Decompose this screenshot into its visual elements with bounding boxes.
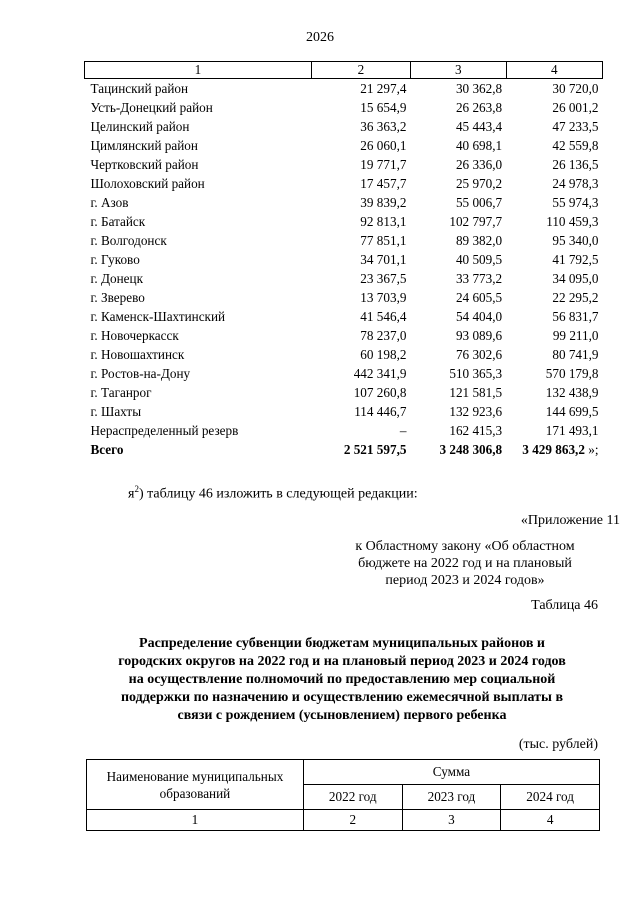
budget-table-continuation <box>84 61 603 459</box>
value-2022: 21 297,4 <box>360 81 407 96</box>
table-row <box>85 212 603 231</box>
municipality-name: г. Донецк <box>90 271 143 286</box>
value-2024: 26 136,5 <box>552 157 599 172</box>
value-2024: 99 211,0 <box>552 328 599 343</box>
value-2024: 34 095,0 <box>552 271 599 286</box>
total-label: Всего <box>90 442 124 457</box>
column-index-2: 2 <box>311 62 410 79</box>
total-2024-cell <box>506 440 602 459</box>
value-2024: 570 179,8 <box>545 366 599 381</box>
value-2022: 39 839,2 <box>360 195 407 210</box>
value-2024: 95 340,0 <box>552 233 599 248</box>
year-header-2024: 2024 год <box>501 785 600 810</box>
table-row <box>85 117 603 136</box>
table-row <box>85 288 603 307</box>
table-row <box>85 79 603 99</box>
value-2022: 92 813,1 <box>360 214 407 229</box>
value-2023: 25 970,2 <box>455 176 503 191</box>
table-row <box>85 402 603 421</box>
column-index-2: 2 <box>303 810 402 831</box>
municipality-name: г. Зверево <box>90 290 145 305</box>
value-2022: 15 654,9 <box>360 100 407 115</box>
value-2024: 30 720,0 <box>552 81 599 96</box>
municipality-name: Тацинский район <box>90 81 189 96</box>
value-2022: 36 363,2 <box>360 119 407 134</box>
value-2024: 56 831,7 <box>552 309 599 324</box>
title-line: Распределение субвенции бюджетам муниципальных районов и <box>139 636 545 651</box>
municipality-name: г. Ростов-на-Дону <box>90 366 191 381</box>
value-2022: 107 260,8 <box>353 385 407 400</box>
value-2022: 114 446,7 <box>354 404 407 419</box>
value-2023: 33 773,2 <box>455 271 503 286</box>
value-2023: 93 089,6 <box>455 328 503 343</box>
table-number: Таблица 46 <box>531 598 598 613</box>
document-title <box>84 635 600 725</box>
municipality-name: г. Новошахтинск <box>90 347 185 362</box>
value-2023: 76 302,6 <box>455 347 503 362</box>
value-2022: – <box>399 423 407 438</box>
value-2024: 41 792,5 <box>552 252 599 267</box>
table-row <box>85 421 603 440</box>
municipality-column-header <box>87 760 304 810</box>
column-index-4: 4 <box>506 62 602 79</box>
title-line: на осуществление полномочий по предоставлению мер социальной <box>128 672 556 687</box>
total-2024: 3 429 863,2 <box>522 442 585 457</box>
amendment-text: ) таблицу 46 изложить в следующей редакции: <box>138 486 418 502</box>
column-index-1: 1 <box>87 810 304 831</box>
value-2023: 55 006,7 <box>455 195 503 210</box>
column-index-3: 3 <box>402 810 501 831</box>
value-2023: 162 415,3 <box>449 423 503 438</box>
appendix-law-line: к Областному закону «Об областном <box>355 539 575 554</box>
value-2022: 13 703,9 <box>360 290 407 305</box>
total-2022: 2 521 597,5 <box>343 442 407 457</box>
value-2023: 132 923,6 <box>449 404 503 419</box>
table-row <box>85 98 603 117</box>
units-label: (тыс. рублей) <box>518 737 598 752</box>
value-2024: 110 459,3 <box>546 214 599 229</box>
title-line: связи с рождением (усыновлением) первого ребенка <box>177 708 507 723</box>
table-row <box>85 383 603 402</box>
table-row <box>85 136 603 155</box>
value-2024: 132 438,9 <box>545 385 599 400</box>
value-2022: 77 851,1 <box>360 233 407 248</box>
municipality-name: г. Шахты <box>90 404 142 419</box>
value-2024: 24 978,3 <box>552 176 599 191</box>
header-line: Наименование муниципальных <box>106 768 284 784</box>
table-row <box>85 231 603 250</box>
page-number: 2026 <box>306 30 334 45</box>
table-row <box>85 326 603 345</box>
municipality-name: г. Новочеркасск <box>90 328 179 343</box>
value-2024: 55 974,3 <box>552 195 599 210</box>
value-2022: 442 341,9 <box>353 366 407 381</box>
value-2023: 26 263,8 <box>455 100 503 115</box>
municipality-name: г. Волгодонск <box>90 233 167 248</box>
amendment-paragraph <box>128 484 418 503</box>
value-2022: 78 237,0 <box>360 328 407 343</box>
year-header-2023: 2023 год <box>402 785 501 810</box>
value-2024: 26 001,2 <box>552 100 599 115</box>
title-line: городских округов на 2022 год и на плановый период 2023 и 2024 годов <box>118 654 566 669</box>
municipality-name: Шолоховский район <box>90 176 205 191</box>
table-header-row <box>85 62 603 79</box>
appendix-law-line: бюджете на 2022 год и на плановый <box>358 556 572 571</box>
value-2024: 144 699,5 <box>545 404 599 419</box>
value-2023: 30 362,8 <box>455 81 503 96</box>
value-2023: 40 509,5 <box>455 252 503 267</box>
table-row <box>85 155 603 174</box>
value-2024: 171 493,1 <box>545 423 599 438</box>
total-2023: 3 248 306,8 <box>439 442 503 457</box>
value-2023: 510 365,3 <box>449 366 503 381</box>
column-index-3: 3 <box>410 62 506 79</box>
municipality-name: г. Батайск <box>90 214 146 229</box>
appendix-law-line: период 2023 и 2024 годов» <box>385 573 545 588</box>
amendment-superscript: 2 <box>134 484 139 494</box>
column-index-1: 1 <box>85 62 312 79</box>
value-2024: 42 559,8 <box>552 138 599 153</box>
value-2023: 89 382,0 <box>455 233 503 248</box>
value-2023: 102 797,7 <box>449 214 503 229</box>
municipality-name: Усть-Донецкий район <box>90 100 213 115</box>
value-2024: 80 741,9 <box>552 347 599 362</box>
amendment-letter: я <box>128 486 135 502</box>
subvention-table-header <box>86 759 600 831</box>
header-line: образований <box>159 785 231 801</box>
value-2023: 40 698,1 <box>455 138 503 153</box>
municipality-name: г. Азов <box>90 195 129 210</box>
table-row <box>85 364 603 383</box>
appendix-title: «Приложение 11 <box>520 513 620 528</box>
municipality-name: Цимлянский район <box>90 138 198 153</box>
value-2022: 34 701,1 <box>360 252 407 267</box>
value-2022: 19 771,7 <box>360 157 407 172</box>
table-row <box>85 307 603 326</box>
table-row <box>85 193 603 212</box>
table-row <box>85 250 603 269</box>
value-2023: 45 443,4 <box>455 119 503 134</box>
table-row <box>85 269 603 288</box>
value-2023: 26 336,0 <box>455 157 503 172</box>
value-2023: 121 581,5 <box>449 385 503 400</box>
municipality-name: Чертковский район <box>90 157 199 172</box>
value-2022: 26 060,1 <box>360 138 407 153</box>
appendix-law-reference <box>330 538 600 589</box>
table-row <box>85 174 603 193</box>
title-line: поддержки по назначению и осуществлению ежемесячной выплаты в <box>120 690 564 705</box>
municipality-name: г. Гуково <box>90 252 140 267</box>
value-2022: 60 198,2 <box>360 347 407 362</box>
year-header-2022: 2022 год <box>303 785 402 810</box>
value-2023: 54 404,0 <box>455 309 503 324</box>
value-2022: 41 546,4 <box>360 309 407 324</box>
municipality-name: Нераспределенный резерв <box>90 423 239 438</box>
total-row <box>85 440 603 459</box>
sum-column-header: Сумма <box>303 760 599 785</box>
municipality-name: г. Таганрог <box>90 385 152 400</box>
column-index-4: 4 <box>501 810 600 831</box>
municipality-name: Целинский район <box>90 119 190 134</box>
value-2023: 24 605,5 <box>455 290 503 305</box>
value-2024: 22 295,2 <box>552 290 599 305</box>
value-2022: 17 457,7 <box>360 176 407 191</box>
value-2022: 23 367,5 <box>360 271 407 286</box>
closing-quote: »; <box>584 442 599 457</box>
value-2024: 47 233,5 <box>552 119 599 134</box>
table-row <box>85 345 603 364</box>
municipality-name: г. Каменск-Шахтинский <box>90 309 226 324</box>
